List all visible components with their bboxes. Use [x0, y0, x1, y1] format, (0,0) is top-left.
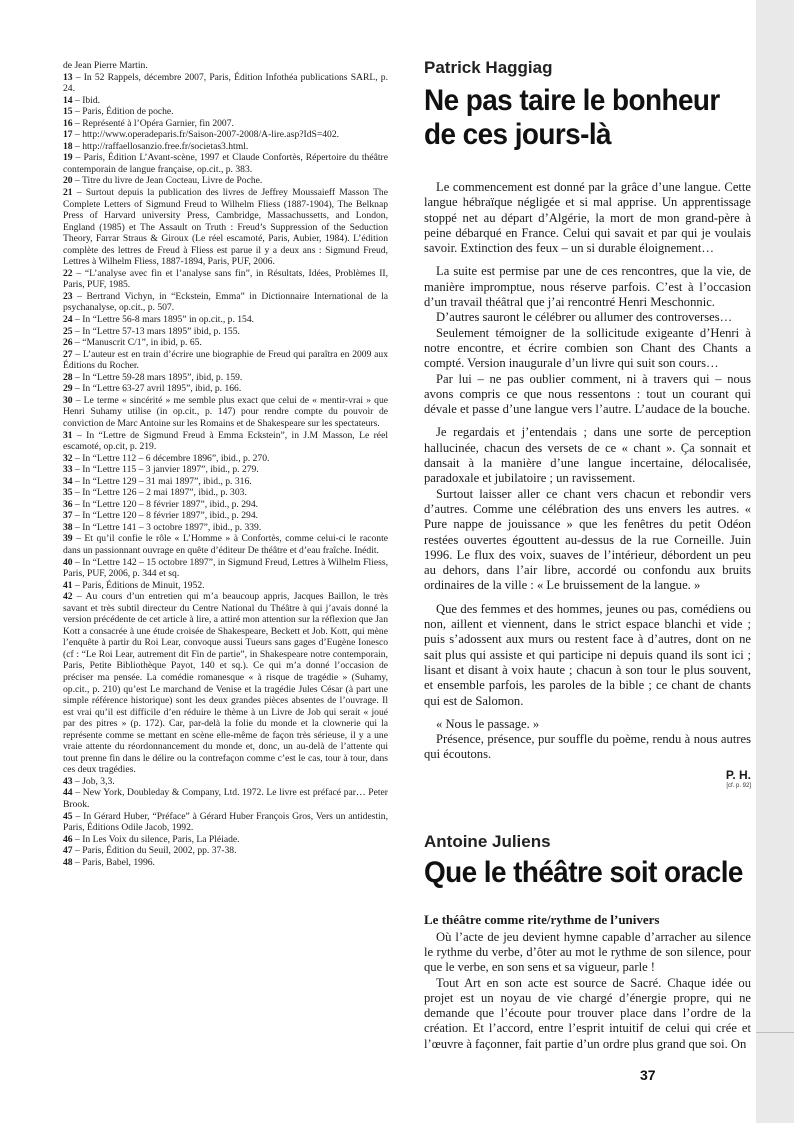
endnote-number: 30: [63, 394, 73, 406]
paragraph: La suite est permise par une de ces rencontres, que la vie, de manière impromptue, nous réserve parfois. C’est à l’occasion d’un travail théâtral que j’ai rencontré Henri Meschonnic.: [424, 264, 751, 310]
endnote-number: 40: [63, 556, 73, 568]
paragraph: Tout Art en son acte est source de Sacré. Chaque idée ou projet est un noyau de vie chargé d’énergie propre, qui ne demande que l’écoute pour trouver place dans l’ordre de la création. Et l’accord, entre l’esprit intuitif de celui qui crée et l’œuvre à façonner, fait partie d’un ordre plus grand que soi. On: [424, 975, 751, 1051]
endnote-text: – Le terme « sincérité » me semble plus exact que celui de « mentir-vrai » que Henri Suhamy utilise (in op.cit., p. 147) pour rendre compte du pouvoir de conviction de Marc Antoine sur les Romains et de Shakespeare sur les spectateurs.: [63, 394, 388, 429]
endnote-text: – In “Lettre 120 – 8 février 1897”, ibid., p. 294.: [72, 498, 259, 510]
endnote-text: – http://www.operadeparis.fr/Saison-2007-2008/A-lire.asp?IdS=402.: [72, 129, 340, 141]
endnote-text: – Paris, Babel, 1996.: [72, 856, 155, 868]
endnote-text: – Titre du livre de Jean Cocteau, Livre de Poche.: [72, 175, 263, 187]
endnote: [63, 314, 388, 326]
endnote-number: 14: [63, 94, 73, 106]
endnote: [63, 533, 388, 556]
article-haggiag: [424, 58, 751, 790]
endnote: [63, 118, 388, 130]
paragraph: Surtout laisser aller ce chant vers chacun et rebondir vers d’autres. Comme une célébration des uns envers les autres. « Pure nappe de jouissance » que les fenêtres du petit Odéon restées ouvertes égouttent au-dessus de la rue Corneille. Juin 1996. Le flux des voix, suaves de l’intérieur, débordent un peu au dehors, dans l’air libre, accordé ou confondu aux bruits ordinaires de la ville : « Le bruissement de la langue. »: [424, 486, 751, 593]
endnote-number: 18: [63, 140, 73, 152]
endnote-text: – In “Lettre de Sigmund Freud à Emma Eckstein”, in J.M Masson, Le réel escamoté, op.cit, p. 219.: [63, 429, 388, 453]
endnote: [63, 95, 388, 107]
endnote: [63, 834, 388, 846]
endnote-text: – Paris, Éditions de Minuit, 1952.: [72, 579, 205, 591]
article-1-signature: P. H.: [725, 767, 751, 782]
endnote-text: – In Gérard Huber, “Préface” à Gérard Huber François Gros, Vers un antidestin, Paris, Éditions Odile Jacob, 1992.: [63, 810, 388, 834]
endnote-number: 39: [63, 533, 73, 545]
endnote-text: – In Les Voix du silence, Paris, La Pléiade.: [72, 833, 240, 845]
endnote: [63, 487, 388, 499]
endnote-text: – Représenté à l’Opéra Garnier, fin 2007.: [72, 117, 234, 129]
paragraph: Où l’acte de jeu devient hymne capable d’arracher au silence le rythme du verbe, d’ôter au mot le rythme de son silence, pour que le verbe, en son sens et sa vigueur, parle !: [424, 929, 751, 975]
endnote: [63, 591, 388, 776]
endnote-number: 31: [63, 429, 73, 441]
endnote-number: 44: [63, 787, 73, 799]
endnote-text: – New York, Doubleday & Company, Ltd. 1972. Le livre est préfacé par… Peter Brook.: [63, 787, 388, 810]
endnote-text: – In “Lettre 126 – 2 mai 1897”, ibid., p. 303.: [72, 487, 247, 499]
endnote: [63, 580, 388, 592]
endnote: [63, 72, 388, 95]
endnote-number: 25: [63, 325, 73, 337]
endnote-number: 22: [63, 267, 73, 279]
endnote-number: 34: [63, 475, 73, 487]
paragraph: Je regardais et j’entendais ; dans une sorte de perception hallucinée, chacun des versets de ce « chant ». Ça sonnait et dansait à la manière d’une langue incertaine, délocalisée, paradoxale et jubilatoire ; un ravissement.: [424, 425, 751, 486]
endnote-number: 48: [63, 856, 73, 868]
endnote-number: 27: [63, 348, 73, 360]
endnote-text: – In “Lettre 57-13 mars 1895” ibid, p. 155.: [72, 325, 240, 337]
endnote-number: 38: [63, 521, 73, 533]
endnote-number: 28: [63, 371, 73, 383]
endnote: [63, 499, 388, 511]
article-1-signature-block: [424, 769, 751, 790]
endnote-number: 46: [63, 833, 73, 845]
article-1-body: [424, 180, 751, 763]
endnote-text: – In “Lettre 129 – 31 mai 1897”, ibid., p. 316.: [72, 475, 252, 487]
endnote-text: – In “Lettre 59-28 mars 1895”, ibid, p. 159.: [72, 371, 243, 383]
endnote-number: 35: [63, 487, 73, 499]
endnote: [63, 464, 388, 476]
endnote: [63, 187, 388, 268]
endnote-number: 23: [63, 290, 73, 302]
paragraph: Que des femmes et des hommes, jeunes ou pas, comédiens ou non, aillent et viennent, dans le strict espace blanchi et vide ; puis s’adossent aux murs ou restent face à d’autres, dont on ne sait plus qui assiste et qui participe ni depuis quand ils sont ici ; lisant et disant à voix haute ; chacun à son tour le plus souvent, et ensemble parfois, les paroles de la bible ; ce chant de chants qui est de Salomon.: [424, 601, 751, 708]
endnote-number: 45: [63, 810, 73, 822]
endnote: [63, 326, 388, 338]
endnote-text: – Et qu’il confie le rôle « L’Homme » à Confortès, comme celui-ci le raconte dans un passionnant ouvrage en quête d’éditeur De théâtre et d’eau fraîche. Inédit.: [63, 533, 388, 556]
endnote: [63, 383, 388, 395]
article-2-title: Que le théâtre soit oracle: [424, 855, 743, 889]
endnote-text: – “Manuscrit C/1”, in ibid, p. 65.: [72, 337, 202, 349]
paragraph: Présence, présence, pur souffle du poème, rendu à nous autres qui écoutons.: [424, 732, 751, 762]
paragraph: Seulement témoigner de la sollicitude exigeante d’Henri à notre encontre, et écrire combien son Chant des Chants a compté. Version inaugurale d’un livre qui suit son cours…: [424, 325, 751, 371]
endnote-text: – In “Lettre 56-8 mars 1895” in op.cit., p. 154.: [72, 314, 255, 326]
endnote-number: 43: [63, 775, 73, 787]
paragraph: D’autres sauront le célébrer ou allumer des controverses…: [436, 310, 733, 325]
endnote-number: 20: [63, 175, 73, 187]
endnote: [63, 857, 388, 869]
endnote: [63, 557, 388, 580]
endnote: [63, 372, 388, 384]
endnote: [63, 776, 388, 788]
article-1-author: Patrick Haggiag: [424, 58, 553, 77]
endnote-text: – In “Lettre 141 – 3 octobre 1897”, ibid., p. 339.: [72, 521, 262, 533]
endnote-text: – Bertrand Vichyn, in “Eckstein, Emma” in Dictionnaire International de la psychanalyse, op.cit., p. 507.: [63, 290, 388, 314]
endnote-text: – Ibid.: [72, 94, 101, 106]
endnote: [63, 291, 388, 314]
endnote-number: 21: [63, 187, 73, 199]
right-column: [424, 58, 751, 1052]
article-1-signature-ref: [cf. p. 92]: [726, 782, 751, 789]
page-edge-line: [756, 1032, 794, 1033]
endnote-number: 17: [63, 129, 73, 141]
endnote-text: – In “Lettre 115 – 3 janvier 1897”, ibid., p. 279.: [72, 464, 259, 476]
endnote: [63, 141, 388, 153]
endnote: [63, 349, 388, 372]
endnote: [63, 811, 388, 834]
endnote-text: – “L’analyse avec fin et l’analyse sans fin”, in Résultats, Idées, Problèmes II, Paris, PUF, 1985.: [63, 267, 388, 291]
endnote-text: – http://raffaellosanzio.free.fr/societas3.html.: [72, 140, 249, 152]
endnote: [63, 787, 388, 810]
paragraph: Par lui – ne pas oublier comment, ni à travers qui – nous avons compris ce que nous ressentons : tout un courant qui dévale et passe d’une langue vers l’autre. L’audace de la bouche.: [424, 371, 751, 417]
endnote-text: – Job, 3,3.: [72, 775, 115, 787]
endnote-number: 29: [63, 383, 73, 395]
endnote-number: 26: [63, 337, 73, 349]
endnote-text: – In “Lettre 142 – 15 octobre 1897”, in Sigmund Freud, Lettres à Wilhelm Fliess, Paris, PUF, 2006, p. 344 et sq.: [63, 556, 388, 580]
article-2-author: Antoine Juliens: [424, 831, 551, 851]
endnote: [63, 430, 388, 453]
endnote-number: 36: [63, 498, 73, 510]
endnote-number: 33: [63, 464, 73, 476]
endnote-number: 16: [63, 117, 73, 129]
endnote: [63, 522, 388, 534]
endnote-text: – In 52 Rappels, décembre 2007, Paris, Édition Infothéa publications SARL, p. 24.: [63, 71, 388, 95]
endnote-text: – In “Lettre 120 – 8 février 1897”, ibid., p. 294.: [72, 510, 259, 522]
endnote: [63, 129, 388, 141]
endnote-number: 47: [63, 845, 73, 857]
paragraph: Le commencement est donné par la grâce d’une langue. Cette langue hébraïque négligée et si mal apprise. Un apprentissage stoppé net au départ d’Algérie, la mort de mon grand-père à peine débarqué en France. Celui qui savait et par qui je voulais savoir. Extinction des feux – un si durable éloignement…: [424, 180, 751, 256]
endnote: [63, 453, 388, 465]
endnote: [63, 268, 388, 291]
endnote: [63, 510, 388, 522]
endnote-number: 15: [63, 106, 73, 118]
endnote-number: 41: [63, 579, 73, 591]
endnote-text: – L’auteur est en train d’écrire une biographie de Freud qui paraîtra en 2009 aux Éditions du Rocher.: [63, 348, 388, 372]
article-2-subheading: Le théâtre comme rite/rythme de l’univers: [424, 911, 660, 927]
endnote-text: – Paris, Édition L’Avant-scène, 1997 et Claude Confortès, Répertoire du théâtre contemporain de langue française, op.cit., p. 383.: [63, 152, 388, 175]
endnote-text: – Surtout depuis la publication des livres de Jeffrey Moussaieff Masson The Complete Letters of Sigmund Freud to Wilhelm Fliess (1887-1904), The Belknap Press of Harvard university Press, Cambridge, Massachussetts, and London, England (1985) et The Assault on Truth : Freud’s Suppression of the Seduction Theory, Farrar Straus & Giroux (Le réel escamoté, Paris, Aubier, 1984). L’édition complète des lettres de Freud à Fliess est parue il y a deux ans : Sigmund Freud, Lettres à Wilhelm Fliess, 1887-1894, Paris, PUF, 2006.: [63, 187, 388, 268]
endnote-text: de Jean Pierre Martin.: [63, 60, 148, 71]
endnote-number: 37: [63, 510, 73, 522]
endnote-number: 13: [63, 71, 73, 83]
article-1-title: Ne pas taire le bonheur de ces jours-là: [424, 84, 720, 151]
page-edge-band: [756, 0, 794, 1123]
article-2-body: [424, 930, 751, 1052]
paragraph: « Nous le passage. »: [436, 716, 540, 731]
endnote: [63, 175, 388, 187]
endnote-text: – Au cours d’un entretien qui m’a beaucoup appris, Jacques Baillon, le très savant et très subtil directeur du Centre National du Théâtre à qui j’avais donné la version précédente de cet article à lire, a attiré mon attention sur la réflexion que Jan Kott a consacrée à une étude croisée de Shakespeare, Beckett et Job. Kott, qui mène l’enquête à partir du Roi Lear, convoque aussi Tueurs sans gages d’Eugène Ionesco (cf : “Le Roi Lear, autrement dit Fin de partie”, in Shakespeare notre contemporain, Paris, Petite Bibliothèque Payot, 140 et sq.). Ce qui m’a donné l’occasion de préciser ma pensée. La comédie romanesque « à risque de tragédie » (Suhamy, op.cit., p. 210) qu’est Le marchand de Venise et la tragédie Jules César (à part une simple référence historique) sont les deux grandes pièces absentes de l’ouvrage. Il est vrai qu’il est difficile d’en réduire le thème à un Livre de Job qui serait « joué par des pitres » (p. 172). Car, par-delà la folie du monde et la clownerie qui la représente comme se mettant en scène elle-même de façon très sérieuse, il y a une vraie attente du réordonnancement du monde et, donc, un au-delà de l’attente qui tout prenne fin dans le délire ou la contrefaçon comme c’est le cas, tour à tour, dans ces deux tragédies.: [63, 591, 388, 776]
endnote-text: – In “Lettre 112 – 6 décembre 1896”, ibid., p. 270.: [72, 452, 270, 464]
page-number: 37: [640, 1067, 656, 1083]
endnote: [63, 60, 388, 72]
article-juliens: [424, 832, 751, 1052]
endnote-text: – In “Lettre 63-27 avril 1895”, ibid, p. 166.: [72, 383, 242, 395]
endnote: [63, 476, 388, 488]
endnotes-column: [63, 60, 388, 868]
endnote-text: – Paris, Édition du Seuil, 2002, pp. 37-38.: [72, 845, 237, 857]
endnote-number: 19: [63, 152, 73, 164]
endnote: [63, 337, 388, 349]
endnote-number: 42: [63, 591, 73, 603]
endnote: [63, 845, 388, 857]
endnote-number: 24: [63, 314, 73, 326]
endnote-number: 32: [63, 452, 73, 464]
endnote: [63, 152, 388, 175]
endnote: [63, 395, 388, 430]
endnote: [63, 106, 388, 118]
endnote-text: – Paris, Édition de poche.: [72, 106, 174, 118]
